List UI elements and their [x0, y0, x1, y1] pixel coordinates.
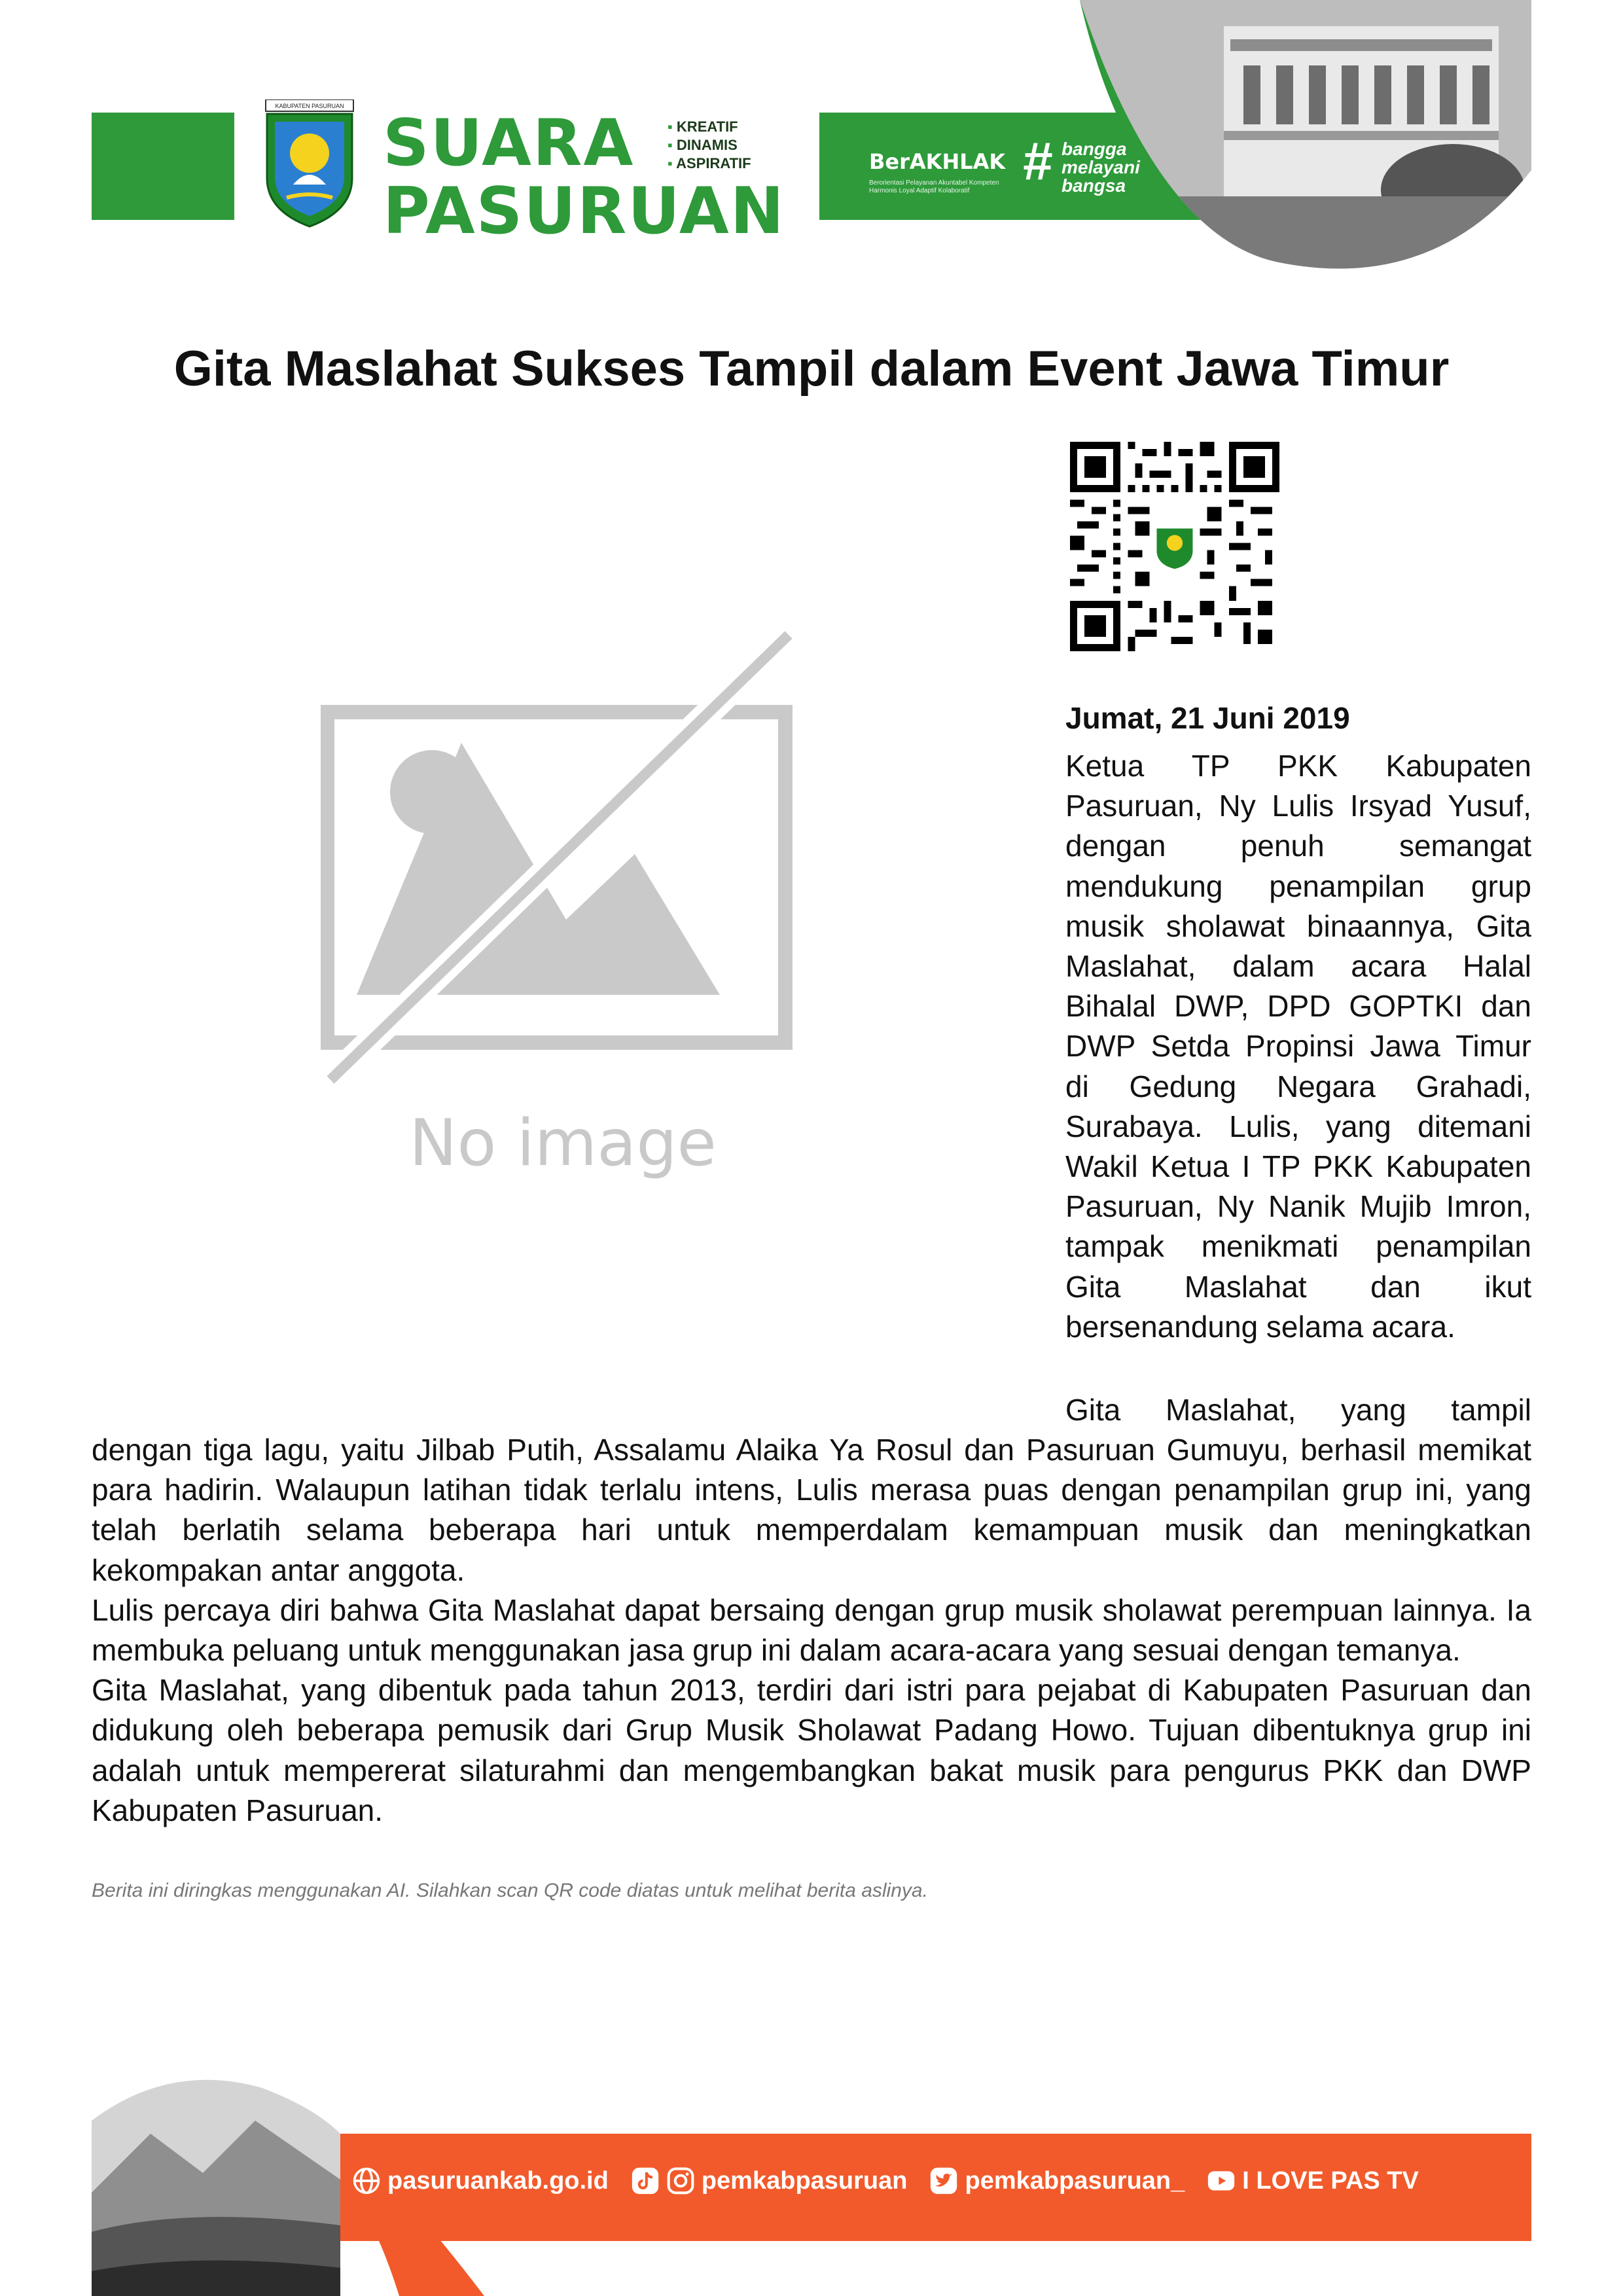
tiktok-icon [631, 2166, 660, 2195]
hashtag-icon: # [1022, 132, 1052, 191]
building-photo-top [1080, 0, 1531, 281]
ai-summary-note: Berita ini diringkas menggunakan AI. Silahkan scan QR code diatas untuk melihat berita aslinya. [92, 1880, 928, 1901]
youtube-icon [1207, 2166, 1236, 2195]
footer-website-link[interactable] [352, 2166, 609, 2195]
article-paragraph-4: Gita Maslahat, yang dibentuk pada tahun 2013, terdiri dari istri para pejabat di Kabupaten Pasuruan dan didukung oleh beberapa pemusik dari Grup Musik Sholawat Padang Howo. Tujuan dibentuknya grup ini adalah untuk mempererat silaturahmi dan mengembangkan bakat musik para pengurus PKK dan DWP Kabupaten Pasuruan. [92, 1673, 1531, 1827]
hashtag-word: melayani [1061, 157, 1140, 177]
hashtag-word: bangga [1061, 139, 1127, 159]
footer-social-label: pemkabpasuruan [701, 2166, 908, 2195]
article-paragraph-3: Lulis percaya diri bahwa Gita Maslahat dapat bersaing dengan grup musik sholawat perempuan lainnya. Ia membuka peluang untuk menggunakan jasa grup ini dalam acara-acara yang sesuai dengan temanya. [92, 1592, 1531, 1668]
footer-youtube-link[interactable] [1207, 2166, 1419, 2195]
tagline-item: ▪ ASPIRATIF [668, 154, 751, 173]
footer-youtube-label: I LOVE PAS TV [1242, 2166, 1419, 2195]
article-paragraph-2-start: Gita Maslahat, yang tampil [1065, 1393, 1531, 1427]
berakhlak-subtitle: Berorientasi Pelayanan Akuntabel Kompeten Harmonis Loyal Adaptif Kolaboratif [869, 179, 999, 194]
tagline [668, 118, 751, 173]
tagline-item: ▪ KREATIF [668, 118, 751, 136]
globe-icon [352, 2166, 381, 2195]
no-image-placeholder [321, 628, 805, 1185]
footer-twitter-link[interactable] [929, 2166, 1185, 2195]
article-title: Gita Maslahat Sukses Tampil dalam Event Jawa Timur [173, 341, 1450, 397]
brand-line2: PASURUAN [383, 174, 785, 249]
brand-line1: SUARA [383, 106, 635, 181]
crest-label: KABUPATEN PASURUAN [275, 103, 344, 109]
no-image-label: No image [409, 1106, 717, 1181]
regency-crest-logo [260, 99, 359, 228]
article-date: Jumat, 21 Juni 2019 [1065, 701, 1350, 735]
footer-social-link[interactable] [631, 2166, 908, 2195]
header-green-bar-left [92, 113, 234, 220]
article-body [92, 1430, 1531, 1831]
article-paragraph-1: Ketua TP PKK Kabupaten Pasuruan, Ny Lulis Irsyad Yusuf, dengan penuh semangat mendukung penampilan grup musik sholawat binaannya, Gita Maslahat, dalam acara Halal Bihalal DWP, DPD GOPTKI dan DWP Setda Propinsi Jawa Timur di Gedung Negara Grahadi, Surabaya. Lulis, yang ditemani Wakil Ketua I TP PKK Kabupaten Pasuruan, Ny Nanik Mujib Imron, tampak menikmati penampilan Gita Maslahat dan ikut bersenandung selama acara. [1065, 749, 1531, 1344]
article-paragraph-2: dengan tiga lagu, yaitu Jilbab Putih, Assalamu Alaika Ya Rosul dan Pasuruan Gumuyu, berhasil memikat para hadirin. Walaupun latihan tidak terlalu intens, Lulis merasa puas dengan penampilan grup ini, yang telah berlatih selama beberapa hari untuk memperdalam kemampuan musik dan meningkatkan kekompakan antar anggota. [92, 1433, 1531, 1587]
footer-twitter-label: pemkabpasuruan_ [965, 2166, 1185, 2195]
footer-links [352, 2166, 1441, 2195]
qr-code[interactable] [1070, 442, 1279, 651]
footer-website-label: pasuruankab.go.id [387, 2166, 609, 2195]
twitter-icon [929, 2166, 958, 2195]
tagline-item: ▪ DINAMIS [668, 136, 751, 154]
instagram-icon [666, 2166, 695, 2195]
berakhlak-logo: BerAKHLAK [869, 149, 1006, 174]
hashtag-word: bangsa [1061, 175, 1126, 196]
